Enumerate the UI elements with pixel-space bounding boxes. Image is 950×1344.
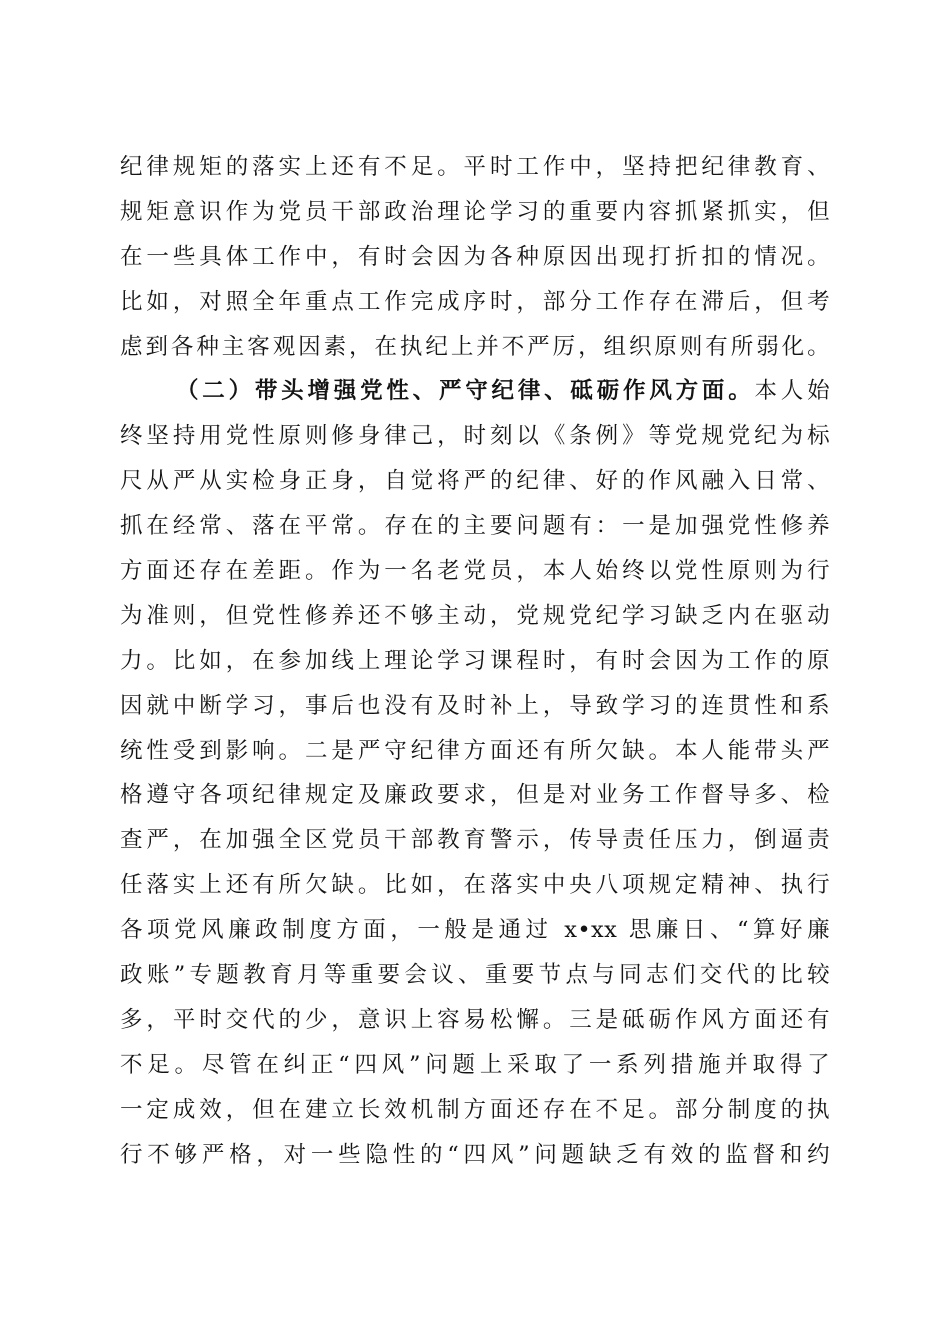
text-line: 任落实上还有所欠缺。比如，在落实中央八项规定精神、执行	[120, 872, 830, 899]
text-line: 多，平时交代的少，意识上容易松懈。三是砥砺作风方面还有	[120, 1006, 830, 1033]
text-line: 各项党风廉政制度方面，一般是通过 x•xx 思廉日、“算好廉	[120, 917, 830, 944]
text-line: 终坚持用党性原则修身律己，时刻以《条例》等党规党纪为标	[120, 423, 830, 450]
text-line: 一定成效，但在建立长效机制方面还存在不足。部分制度的执	[120, 1096, 830, 1123]
text-line: 统性受到影响。二是严守纪律方面还有所欠缺。本人能带头严	[120, 737, 830, 764]
text-line: 力。比如，在参加线上理论学习课程时，有时会因为工作的原	[120, 647, 830, 674]
text-line: 抓在经常、落在平常。存在的主要问题有：一是加强党性修养	[120, 513, 830, 540]
text-line: 比如，对照全年重点工作完成序时，部分工作存在滞后，但考	[120, 288, 830, 315]
text-line: 不足。尽管在纠正“四风”问题上采取了一系列措施并取得了	[120, 1051, 830, 1078]
text-line: 虑到各种主客观因素，在执纪上并不严厉，组织原则有所弱化。	[120, 333, 830, 360]
heading-line-rest: 本人始	[754, 378, 830, 405]
text-line: 查严，在加强全区党员干部教育警示，传导责任压力，倒逼责	[120, 827, 830, 854]
text-line: 格遵守各项纪律规定及廉政要求，但是对业务工作督导多、检	[120, 782, 830, 809]
text-line: 为准则，但党性修养还不够主动，党规党纪学习缺乏内在驱动	[120, 602, 830, 629]
text-line: 规矩意识作为党员干部政治理论学习的重要内容抓紧抓实，但	[120, 198, 830, 225]
section-heading-line	[120, 369, 830, 414]
text-line: 政账”专题教育月等重要会议、重要节点与同志们交代的比较	[120, 962, 830, 989]
document-body	[120, 145, 830, 1177]
section-heading: （二）带头增强党性、严守纪律、砥砺作风方面。	[176, 378, 755, 405]
text-line: 方面还存在差距。作为一名老党员，本人始终以党性原则为行	[120, 558, 830, 585]
text-line: 因就中断学习，事后也没有及时补上，导致学习的连贯性和系	[120, 692, 830, 719]
text-line: 在一些具体工作中，有时会因为各种原因出现打折扣的情况。	[120, 243, 830, 270]
paragraph-continuation	[120, 145, 830, 369]
text-line: 纪律规矩的落实上还有不足。平时工作中，坚持把纪律教育、	[120, 154, 830, 180]
text-line: 尺从严从实检身正身，自觉将严的纪律、好的作风融入日常、	[120, 468, 830, 495]
text-line: 行不够严格，对一些隐性的“四风”问题缺乏有效的监督和约	[120, 1141, 830, 1168]
paragraph-section-two	[120, 369, 830, 1177]
